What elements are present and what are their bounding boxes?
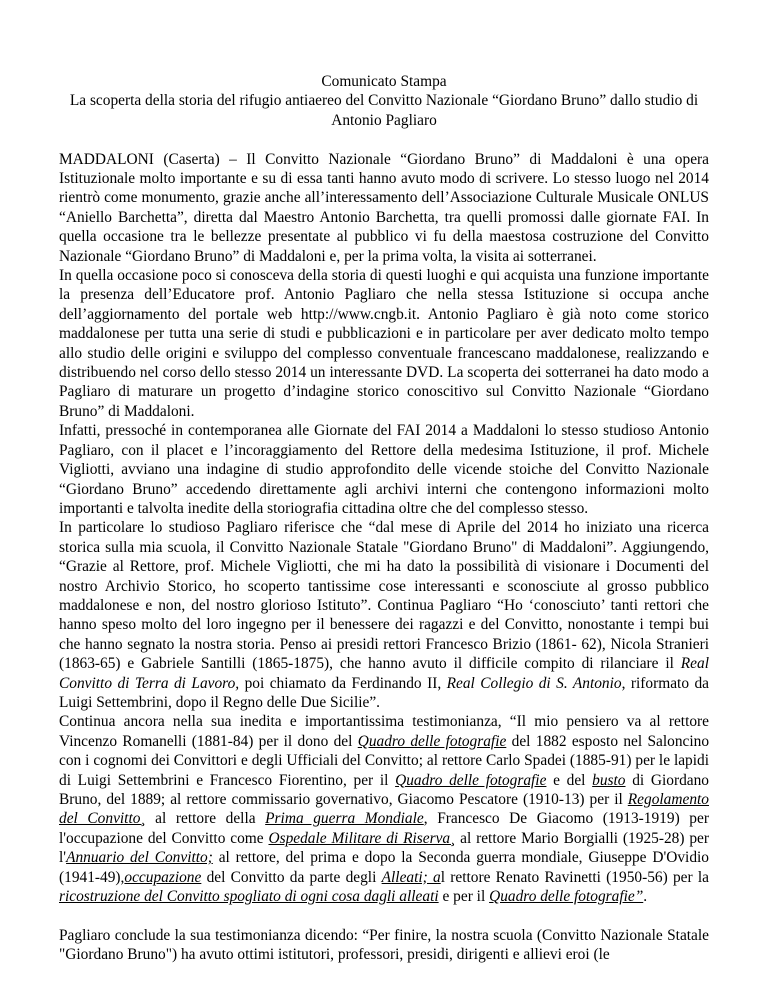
paragraph-5-underlined-2: Quadro delle fotografie <box>395 771 547 789</box>
paragraph-5-underlined-10: ricostruzione del Convitto spogliato di ogni cosa dagli alleati <box>59 888 439 906</box>
document-heading <box>59 72 709 130</box>
document-title: La scoperta della storia del rifugio antiaereo del Convitto Nazionale “Giordano Bruno” dallo studio di Antonio Pagliaro <box>69 92 699 129</box>
paragraph-5-underlined-11: Quadro delle fotografie” <box>489 888 644 906</box>
paragraph-5-text-a: Continua ancora nella sua inedita e importantissima testimonianza, “Il mio pensiero va al rettore Vincenzo Romanelli (1881-84) per il dono del <box>59 713 709 750</box>
paragraph-2: In quella occasione poco si conosceva della storia di questi luoghi e qui acquista una funzione importante la presenza dell’Educatore prof. Antonio Pagliaro che nella stessa Istituzione si occupa anche dell’aggiornamento del portale web http://www.cngb.it. Antonio Pagliaro è già noto come storico maddalonese per tutta una serie di studi e pubblicazioni e in particolare per aver dedicato molto tempo allo studio delle origini e sviluppo del complesso conventuale francescano maddalonese, realizzando e distribuendo nel corso dello stesso 2014 un interessante DVD. La scoperta dei sotterranei ha dato modo a Pagliaro di maturare un progetto d’indagine storico conoscitivo sul Convitto Nazionale “Giordano Bruno” di Maddaloni. <box>59 267 709 420</box>
paragraph-5-underlined-5: Prima guerra Mondiale <box>265 810 424 828</box>
paragraph-5-text-k: e per il <box>438 888 490 906</box>
paragraph-4-italic-1: Real Convitto di Terra di Lavoro, <box>59 655 709 692</box>
paragraph-4-text-b: poi chiamato da Ferdinando II, <box>239 674 447 692</box>
paragraph-5-text-j: l rettore Renato Ravinetti (1950-56) per la <box>440 868 709 886</box>
paragraph-5-text-i: del Convitto da parte degli <box>201 868 382 886</box>
paragraph-5-text-e: al rettore della <box>145 810 266 828</box>
document-body <box>59 150 709 965</box>
paragraph-5-text-g: al rettore Mario Borgialli (1925-28) per l' <box>59 829 710 867</box>
paragraph-5-text-d: di Giordano Bruno, del 1889; al rettore commissario governativo, Giacomo Pescatore (1910-13) per il <box>59 771 710 809</box>
paragraph-5-underlined-6: Ospedale Militare di Riserva¸ <box>268 829 456 847</box>
paragraph-4-text-c: , riformato da Luigi Settembrini, dopo il Regno delle Due Sicilie”. <box>59 674 709 711</box>
paragraph-4 <box>59 518 709 712</box>
paragraph-3: Infatti, pressoché in contemporanea alle Giornate del FAI 2014 a Maddaloni lo stesso studioso Antonio Pagliaro, con il placet e l’incoraggiamento del Rettore della medesima Istituzione, il prof. Michele Vigliotti, avviano una indagine di studio approfondito delle vicende stoiche del Convitto Nazionale “Giordano Bruno” accedendo direttamente agli archivi interni che contengono informazioni molto importanti e talvolta inedite della storiografia cittadina oltre che del complesso stesso. <box>59 422 709 517</box>
press-release-label: Comunicato Stampa <box>321 73 447 90</box>
paragraph-5-text-c: e del <box>546 771 593 789</box>
spacer <box>59 130 709 149</box>
paragraph-5-underlined-3: busto <box>592 771 626 789</box>
paragraph-5-text-f: , Francesco De Giacomo (1913-1919) per l'occupazione del Convitto come <box>59 810 709 847</box>
paragraph-1: MADDALONI (Caserta) – Il Convitto Nazionale “Giordano Bruno” di Maddaloni è una opera Istituzionale molto importante e su di essa tanti hanno avuto modo di scrivere. Lo stesso luogo nel 2014 rientrò come monumento, grazie anche all’interessamento dell’Associazione Culturale Musicale ONLUS “Aniello Barchetta”, diretta dal Maestro Antonio Barchetta, tra quelli promossi dalle giornate FAI. In quella occasione tra le bellezze presentate al pubblico vi fu della maestosa costruzione del Convitto Nazionale “Giordano Bruno” di Maddaloni e, per la prima volta, la visita ai sotterranei. <box>59 150 709 265</box>
paragraph-5-text-b: del 1882 esposto nel Saloncino con i cognomi dei Convittori e degli Ufficiali del Convitto; al rettore Carlo Spadei (1885-91) per le lapidi di Luigi Settembrini e Francesco Fiorentino, per il <box>59 732 710 789</box>
paragraph-5-text-h: al rettore, del prima e dopo la Seconda guerra mondiale, Giuseppe D'Ovidio (1941-49), <box>59 849 709 886</box>
paragraph-5-underlined-8: occupazione <box>124 868 202 886</box>
paragraph-5 <box>59 712 709 906</box>
paragraph-5-underlined-9: Alleati; a <box>381 868 441 886</box>
paragraph-5-underlined-1: Quadro delle fotografie <box>357 732 507 750</box>
paragraph-4-text-a: In particolare lo studioso Pagliaro riferisce che “dal mese di Aprile del 2014 ho iniziato una ricerca storica sulla mia scuola, il Convitto Nazionale Statale "Giordano Bruno" di Maddaloni”. Aggiungendo, “Grazie al Rettore, prof. Michele Vigliotti, che mi ha dato la possibilità di visionare i Documenti del nostro Archivio Storico, ho scoperto tantissime cose interessanti e sconosciute al grosso pubblico maddalonese e non, del nostro glorioso Istituto”. Continua Pagliaro “Ho ‘conosciuto’ tanti rettori che hanno speso molto del loro ingegno per il benessere dei ragazzi e del Convitto, nonostante i tempi bui che hanno segnato la nostra storia. Penso ai presidi rettori Francesco Brizio (1861- 62), Nicola Stranieri (1863-65) e Gabriele Santilli (1865-1875), che hanno avuto il difficile compito di rilanciare il <box>59 519 709 673</box>
paragraph-5-underlined-7: Annuario del Convitto; <box>66 849 213 867</box>
paragraph-4-italic-2: Real Collegio di S. Antonio <box>446 674 622 692</box>
paragraph-5-text-l: . <box>643 888 648 906</box>
spacer <box>59 906 709 925</box>
paragraph-6: Pagliaro conclude la sua testimonianza dicendo: “Per finire, la nostra scuola (Convitto Nazionale Statale "Giordano Bruno") ha avuto ottimi istitutori, professori, presidi, dirigenti e allievi eroi (le <box>59 926 709 964</box>
paragraph-5-underlined-4: Regolamento del Convitto¸ <box>59 791 709 828</box>
